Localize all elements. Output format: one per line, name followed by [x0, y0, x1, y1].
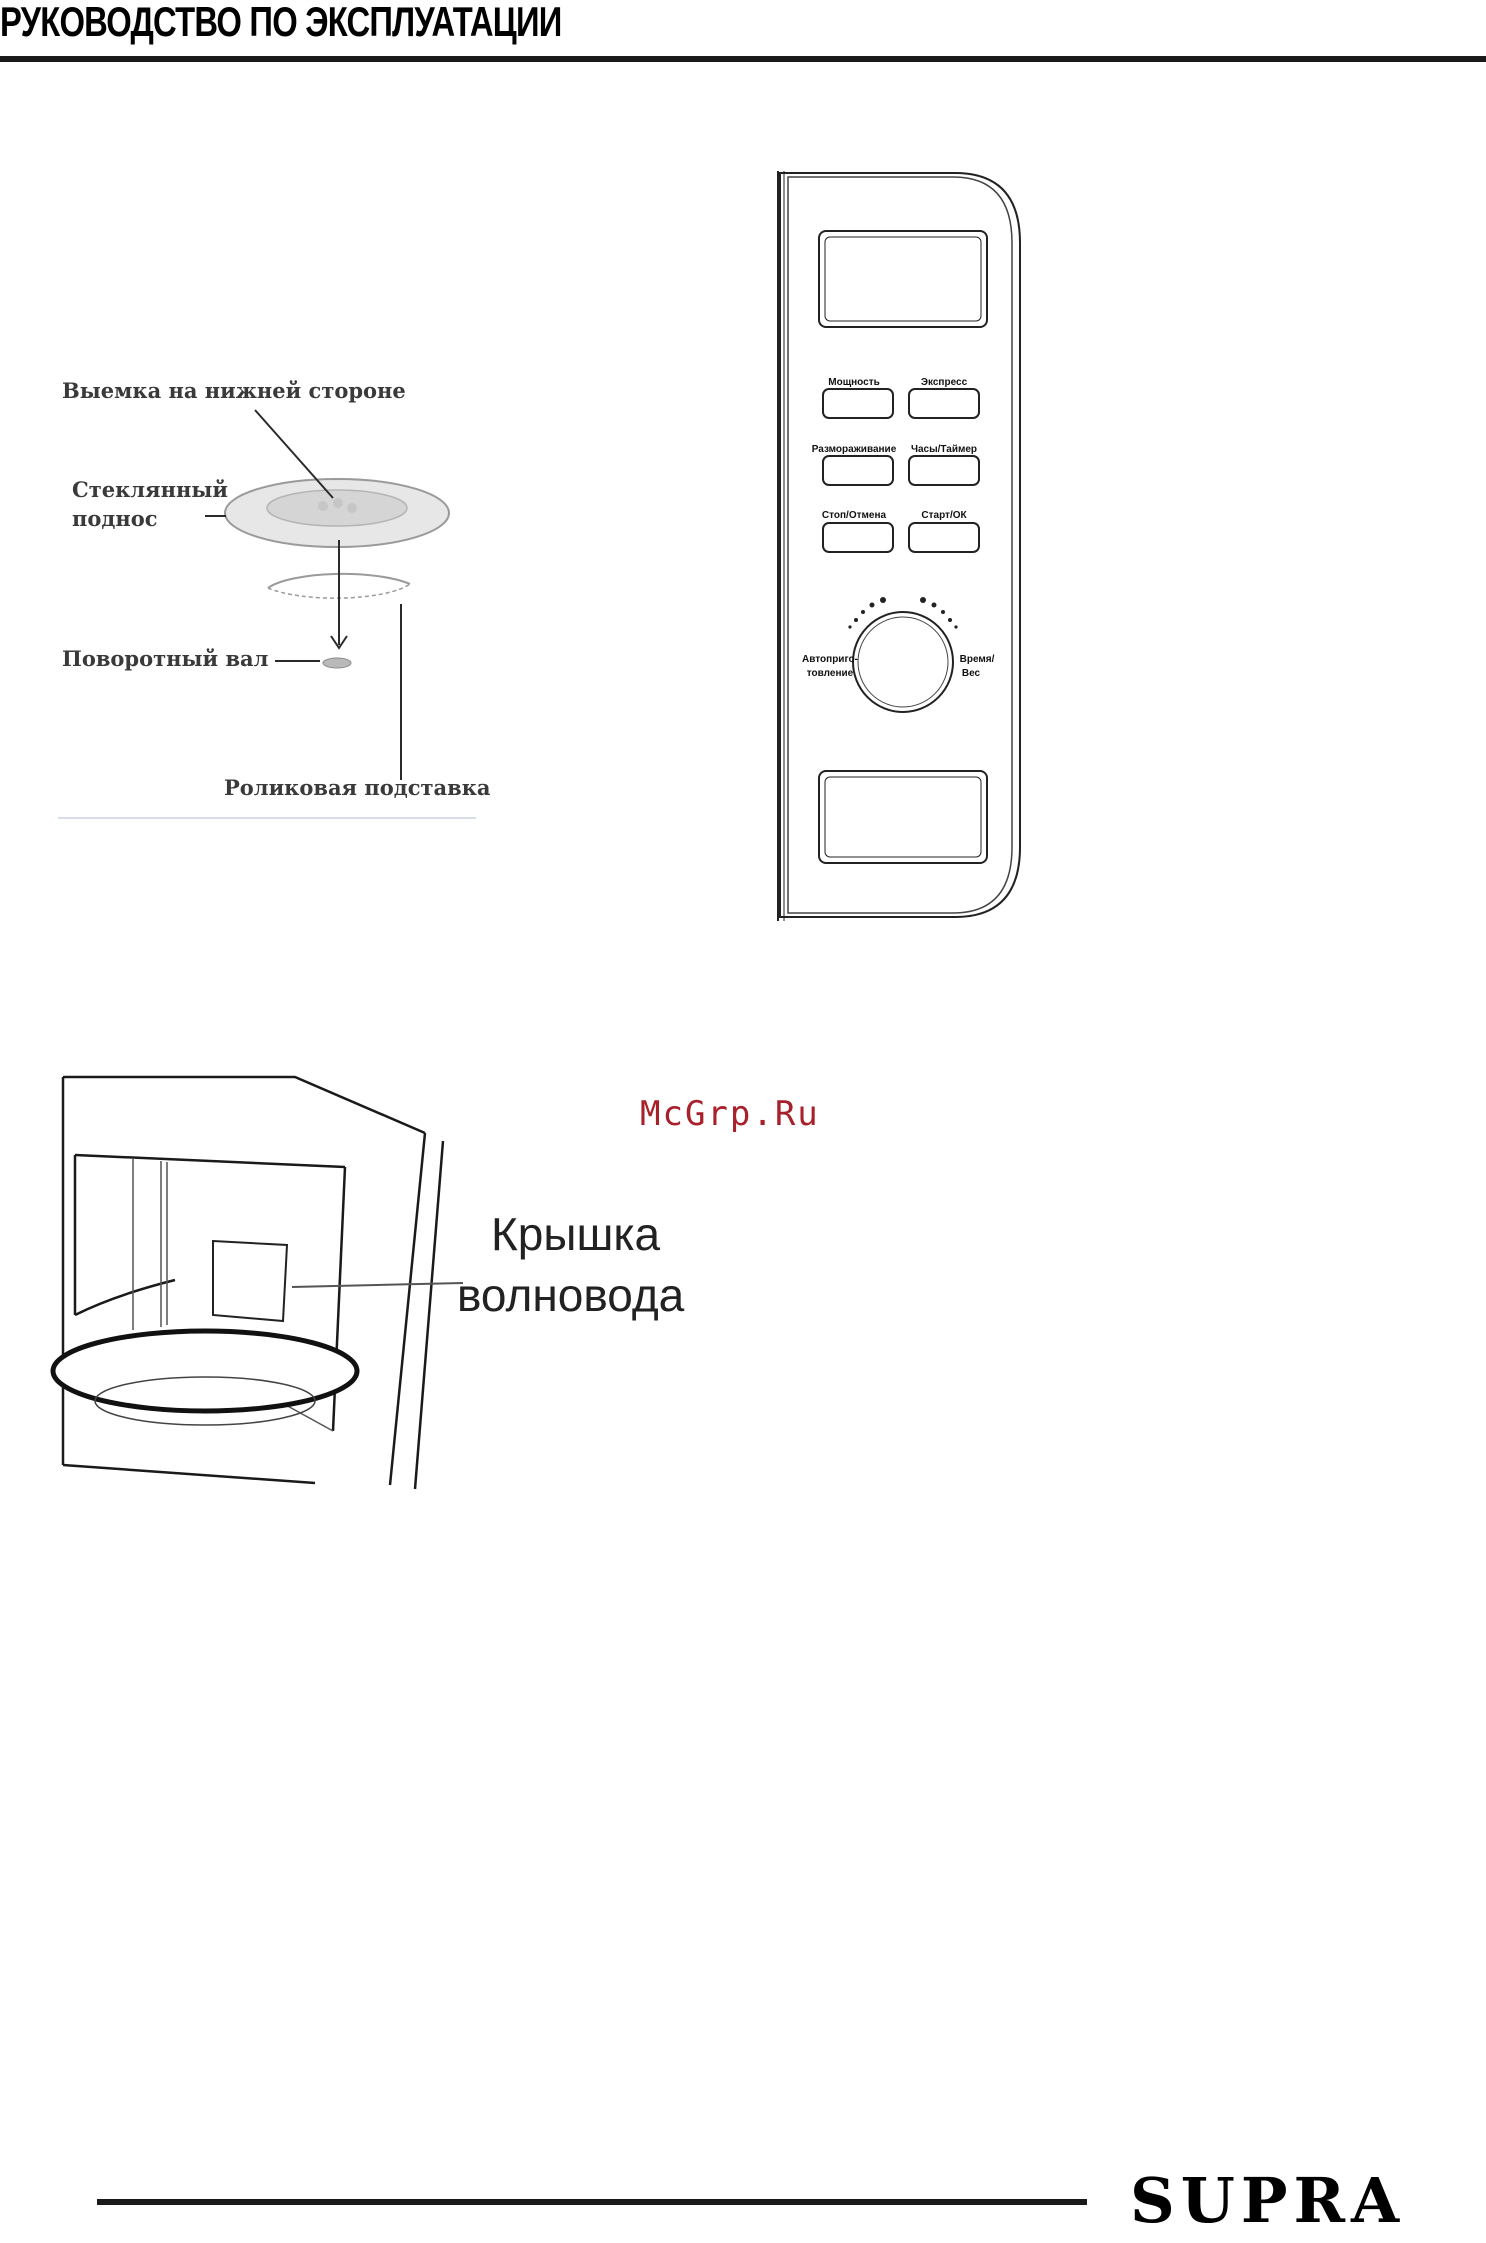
waveguide-diagram [55, 1065, 735, 1495]
label-defrost: Размораживание [811, 444, 897, 455]
button-defrost[interactable] [823, 456, 893, 485]
waveguide-cover [213, 1241, 287, 1321]
label-stop-cancel: Стоп/Отмена [821, 510, 887, 521]
control-panel [775, 165, 1035, 945]
rotating-shaft [323, 658, 351, 668]
rotary-dial[interactable] [853, 612, 953, 712]
turntable-in-cavity [53, 1331, 357, 1425]
label-shaft: Поворотный вал [62, 646, 269, 671]
dial-label-autocook-line1: Автоприго- [802, 654, 858, 665]
door-release-button[interactable] [819, 771, 987, 863]
dial-label-time-weight-line2: Вес [961, 668, 981, 679]
turntable-diagram [0, 0, 600, 900]
label-start-ok: Старт/ОК [921, 510, 967, 521]
label-roller-ring: Роликовая подставка [224, 775, 491, 800]
watermark: McGrp.Ru [640, 1094, 820, 1134]
glass-tray [225, 479, 449, 547]
label-power: Мощность [828, 377, 880, 388]
page-title: РУКОВОДСТВО ПО ЭКСПЛУАТАЦИИ [0, 0, 562, 45]
button-stop-cancel[interactable] [823, 523, 893, 552]
dial-label-time-weight-line1: Время/ [959, 654, 995, 665]
display-window [819, 231, 987, 327]
button-clock-timer[interactable] [909, 456, 979, 485]
leader-lines [205, 410, 401, 780]
dial-label-autocook-line2: товление [806, 668, 854, 679]
label-waveguide-line2: волновода [457, 1269, 685, 1321]
footer-divider [97, 2199, 1087, 2205]
label-express: Экспресс [920, 377, 968, 388]
label-recess: Выемка на нижней стороне [62, 378, 406, 403]
button-start-ok[interactable] [909, 523, 979, 552]
label-glass-tray-line2: поднос [72, 506, 158, 531]
label-glass-tray-line1: Стеклянный [72, 477, 228, 502]
brand-logo: SUPRA [1130, 2164, 1406, 2237]
label-waveguide-line1: Крышка [491, 1208, 661, 1260]
label-clock-timer: Часы/Таймер [910, 444, 978, 455]
waveguide-leader-line [292, 1283, 463, 1287]
button-power[interactable] [823, 389, 893, 418]
button-express[interactable] [909, 389, 979, 418]
